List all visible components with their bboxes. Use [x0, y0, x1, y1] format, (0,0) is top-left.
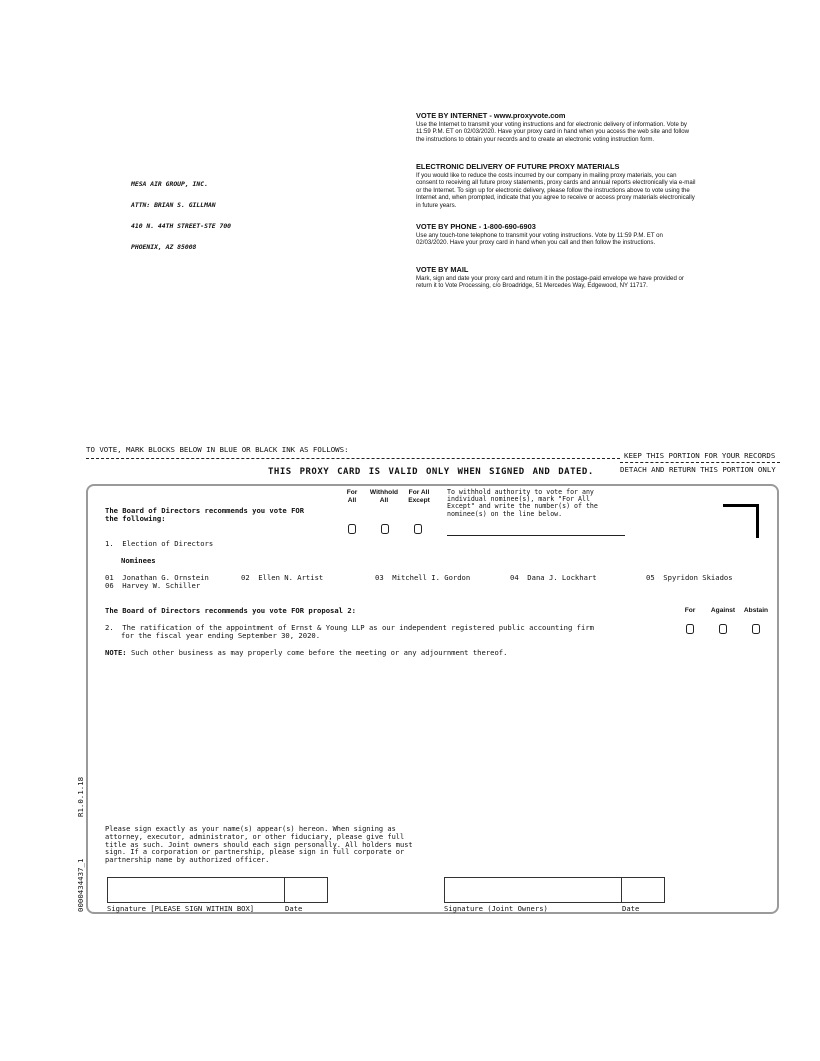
detach-portion-label: DETACH AND RETURN THIS PORTION ONLY [620, 465, 776, 474]
board-recommendation-1 [105, 507, 304, 523]
keep-portion-label: KEEP THIS PORTION FOR YOUR RECORDS [624, 451, 776, 460]
electronic-delivery [416, 162, 696, 209]
col-against: Against [710, 607, 736, 614]
joint-signature-label: Signature (Joint Owners) [444, 904, 548, 913]
instruction-line: Please sign exactly as your name(s) appear(s) hereon. When signing as [105, 825, 396, 833]
instruction-line: sign. If a corporation or partnership, please sign in full corporate or [105, 848, 405, 857]
note-label: NOTE: [105, 648, 127, 657]
withhold-instruction [447, 489, 598, 518]
col-for-all [340, 489, 364, 504]
vote-phone-heading: VOTE BY PHONE - 1-800-690-6903 [416, 222, 536, 231]
vote-mail-heading: VOTE BY MAIL [416, 265, 469, 274]
col-label: All [379, 496, 389, 504]
col-label: For [346, 489, 358, 496]
proposal-2-abstain-checkbox[interactable] [752, 624, 760, 634]
vote-internet-heading: VOTE BY INTERNET - www.proxyvote.com [416, 111, 566, 120]
vote-by-phone [416, 222, 696, 247]
address-line: MESA AIR GROUP, INC. [131, 180, 208, 188]
note [105, 649, 507, 657]
mark-instructions: TO VOTE, MARK BLOCKS BELOW IN BLUE OR BLACK INK AS FOLLOWS: [86, 445, 349, 454]
vote-mail-body: Mark, sign and date your proxy card and return it in the postage-paid envelope we have provided or return it to Vote Processing, c/o Broadridge, 51 Mercedes Way, Edgewood, NY 11717. [416, 275, 684, 290]
col-for-all-except [404, 489, 434, 504]
instruction-line: attorney, executor, administrator, or other fiduciary, please give full [105, 832, 405, 841]
proposal-2-text-continued: for the fiscal year ending September 30, 2020. [121, 631, 321, 640]
col-label: All [347, 496, 357, 504]
joint-date-divider [621, 877, 622, 903]
joint-date-label: Date [622, 904, 640, 913]
date-label: Date [285, 904, 303, 913]
nominee: 01 Jonathan G. Ornstein [105, 573, 209, 582]
for-all-except-checkbox[interactable] [414, 524, 422, 534]
nominee: 06 Harvey W. Schiller [105, 581, 201, 590]
address-line: ATTN: BRIAN S. GILLMAN [131, 201, 216, 209]
col-abstain: Abstain [743, 607, 769, 614]
proposal-2-text: 2. The ratification of the appointment of Ernst & Young LLP as our independent registered public accounting firm [105, 623, 594, 632]
instruction-line: individual nominee(s), mark "For All [447, 495, 590, 504]
detach-line [86, 458, 620, 459]
vote-by-internet [416, 111, 696, 143]
nominee-number-line[interactable] [447, 535, 625, 536]
address-line: PHOENIX, AZ 85008 [131, 243, 197, 251]
electronic-delivery-heading: ELECTRONIC DELIVERY OF FUTURE PROXY MATERIALS [416, 162, 620, 171]
board-recommendation-2: The Board of Directors recommends you vote FOR proposal 2: [105, 606, 356, 615]
date-divider [284, 877, 285, 903]
col-label: Except [408, 496, 430, 504]
col-label: For All [408, 489, 430, 496]
board-rec-line: the following: [105, 514, 166, 523]
withhold-all-checkbox[interactable] [381, 524, 389, 534]
vote-internet-body: Use the Internet to transmit your voting instructions and for electronic delivery of information. Vote by 11:59 P.M. ET on 02/03/2020. Have your proxy card in hand when you access the web site and follow the instructions to obtain your records and to create an electronic voting instruction form. [416, 121, 690, 143]
signature-instructions [105, 826, 413, 865]
nominee: 03 Mitchell I. Gordon [375, 573, 471, 582]
electronic-delivery-body: If you would like to reduce the costs incurred by our company in mailing proxy materials, you can consent to receiving all future proxy statements, proxy cards and annual reports electronically via e-mail or the Internet. To sign up for electronic delivery, please follow the instructions above to vote using the Internet and, when prompted, indicate that you agree to receive or access proxy materials electronically in future years. [416, 172, 696, 209]
address-line: 410 N. 44TH STREET-STE 700 [131, 222, 232, 230]
return-address [131, 167, 231, 258]
valid-notice: THIS PROXY CARD IS VALID ONLY WHEN SIGNED AND DATED. [268, 467, 594, 477]
proposal-1-title: 1. Election of Directors [105, 539, 214, 548]
proposal-2-for-checkbox[interactable] [686, 624, 694, 634]
instruction-line: Except" and write the number(s) of the [447, 502, 598, 511]
col-label: Withhold [369, 489, 399, 496]
col-withhold-all [366, 489, 402, 504]
vote-phone-body: Use any touch-tone telephone to transmit your voting instructions. Vote by 11:59 P.M. ET on 02/03/2020. Have your proxy card in hand when you call and then follow the instructions. [416, 232, 663, 247]
registration-mark [723, 504, 759, 538]
instruction-line: title as such. Joint owners should each sign personally. All holders must [105, 840, 413, 849]
detach-line-right [620, 462, 780, 463]
nominee: 02 Ellen N. Artist [241, 573, 324, 582]
col-for: For [684, 607, 696, 614]
proposal-2-against-checkbox[interactable] [719, 624, 727, 634]
nominee: 05 Spyridon Skiados [646, 573, 733, 582]
for-all-checkbox[interactable] [348, 524, 356, 534]
signature-label: Signature [PLEASE SIGN WITHIN BOX] [107, 904, 255, 913]
instruction-line: nominee(s) on the line below. [447, 509, 563, 518]
board-rec-line: The Board of Directors recommends you vote FOR [105, 506, 305, 515]
instruction-line: partnership name by authorized officer. [105, 856, 270, 865]
instruction-line: To withhold authority to vote for any [447, 488, 594, 496]
nominee: 04 Dana J. Lockhart [510, 573, 597, 582]
signature-box[interactable] [107, 877, 328, 903]
document-code: 0000434437_1 [76, 858, 85, 912]
note-text: Such other business as may properly come before the meeting or any adjournment thereof. [126, 648, 508, 657]
nominees-label: Nominees [121, 556, 156, 565]
joint-signature-box[interactable] [444, 877, 665, 903]
vote-by-mail [416, 265, 696, 290]
revision-code: R1.0.1.18 [76, 776, 85, 817]
